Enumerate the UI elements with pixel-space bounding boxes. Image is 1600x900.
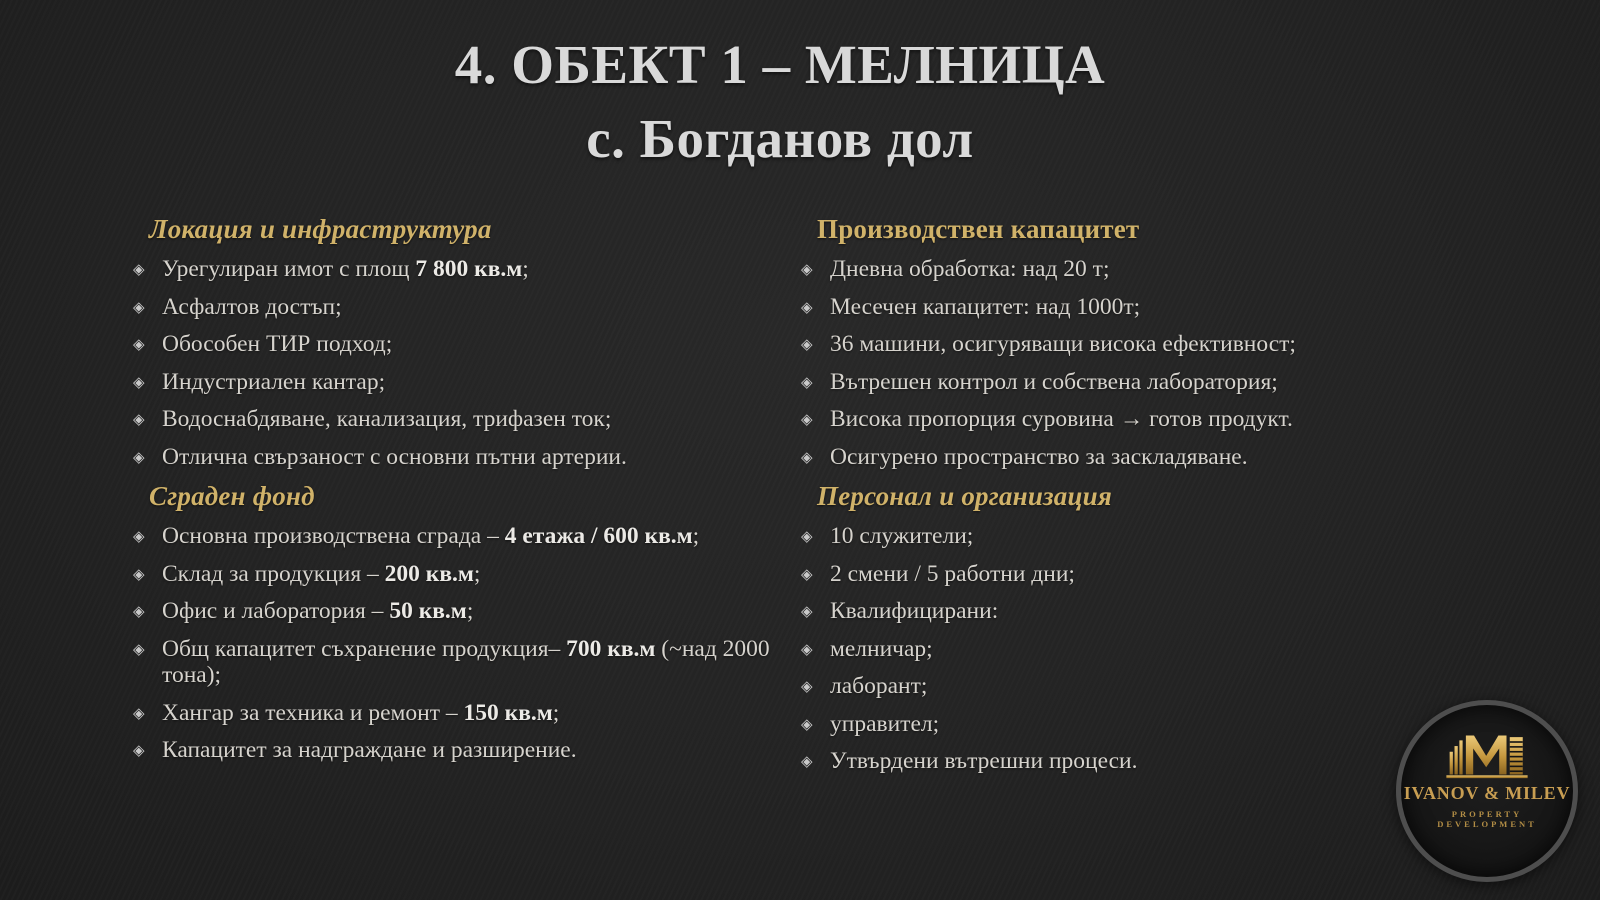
diamond-bullet-icon: ◈ <box>801 527 813 545</box>
diamond-bullet-icon: ◈ <box>801 677 813 695</box>
list-item-text: Обособен ТИР подход; <box>162 331 393 357</box>
diamond-bullet-icon: ◈ <box>801 372 813 391</box>
section-heading: Производствен капацитет <box>817 214 1140 244</box>
diamond-bullet-icon: ◈ <box>801 260 813 278</box>
diamond-bullet-icon: ◈ <box>133 260 145 278</box>
diamond-bullet-icon: ◈ <box>133 447 145 466</box>
diamond-bullet-icon: ◈ <box>133 602 145 620</box>
slide-title-line2: с. Богданов дол <box>586 108 974 169</box>
section-heading: Сграден фонд <box>149 481 315 511</box>
list-item <box>790 748 1480 775</box>
list-item <box>122 636 780 689</box>
list-item <box>122 406 780 433</box>
diamond-bullet-icon: ◈ <box>801 714 813 733</box>
list-item <box>122 700 780 727</box>
diamond-bullet-icon: ◈ <box>801 752 813 770</box>
diamond-bullet-icon: ◈ <box>801 297 813 316</box>
list-item <box>122 598 780 625</box>
list-item <box>790 711 1480 738</box>
slide-title <box>0 28 1560 176</box>
list-item <box>122 331 780 358</box>
list-item <box>122 369 780 396</box>
list-item-text: Капацитет за надграждане и разширение. <box>162 737 577 763</box>
column-left <box>122 214 780 775</box>
company-logo-badge <box>1396 700 1578 882</box>
list-item <box>790 369 1480 396</box>
diamond-bullet-icon: ◈ <box>801 639 813 658</box>
diamond-bullet-icon: ◈ <box>801 447 813 466</box>
diamond-bullet-icon: ◈ <box>801 564 813 583</box>
logo-tagline: PROPERTY DEVELOPMENT <box>1437 809 1537 829</box>
slide-title-line1: 4. ОБЕКТ 1 – МЕЛНИЦА <box>454 34 1106 95</box>
list-item-text: управител; <box>830 710 940 737</box>
list-item-text: Отлична свързаност с основни пътни артерии. <box>162 443 627 470</box>
section <box>122 481 780 764</box>
list-item-text: лаборант; <box>830 673 928 699</box>
diamond-bullet-icon: ◈ <box>133 564 145 583</box>
list-item <box>122 444 780 471</box>
diamond-bullet-icon: ◈ <box>133 372 145 391</box>
bullet-list <box>122 523 780 764</box>
list-item-text: 10 служители; <box>830 523 974 549</box>
list-item <box>790 331 1480 358</box>
diamond-bullet-icon: ◈ <box>133 703 145 722</box>
list-item-text: Водоснабдяване, канализация, трифазен ток; <box>162 406 612 432</box>
list-item <box>790 444 1480 471</box>
section-heading: Локация и инфраструктура <box>149 214 492 244</box>
list-item-text: мелничар; <box>830 635 933 662</box>
list-item-text: Индустриален кантар; <box>162 368 386 395</box>
list-item <box>122 294 780 321</box>
diamond-bullet-icon: ◈ <box>801 335 813 353</box>
list-item <box>790 636 1480 663</box>
list-item-text: Склад за продукция – 200 кв.м; <box>162 560 481 587</box>
diamond-bullet-icon: ◈ <box>133 639 145 658</box>
list-item-text: Общ капацитет съхранение продукция– 700 кв.м (~над 2000 тона); <box>162 635 770 688</box>
list-item <box>790 523 1480 550</box>
list-item-text: Дневна обработка: над 20 т; <box>830 256 1110 282</box>
diamond-bullet-icon: ◈ <box>801 410 813 428</box>
bullet-list <box>790 523 1480 775</box>
diamond-bullet-icon: ◈ <box>133 741 145 759</box>
bullet-list <box>122 256 780 470</box>
list-item-text: 2 смени / 5 работни дни; <box>830 560 1075 587</box>
list-item <box>790 561 1480 588</box>
diamond-bullet-icon: ◈ <box>133 297 145 316</box>
list-item-text: Офис и лаборатория – 50 кв.м; <box>162 598 474 624</box>
list-item <box>790 598 1480 625</box>
list-item <box>122 523 780 550</box>
list-item <box>122 561 780 588</box>
diamond-bullet-icon: ◈ <box>133 527 145 545</box>
diamond-bullet-icon: ◈ <box>801 602 813 620</box>
column-right <box>790 214 1480 786</box>
list-item-text: Хангар за техника и ремонт – 150 кв.м; <box>162 699 560 726</box>
list-item-text: Месечен капацитет: над 1000т; <box>830 293 1141 320</box>
list-item-text: Асфалтов достъп; <box>162 293 342 320</box>
list-item <box>790 256 1480 283</box>
list-item <box>790 673 1480 700</box>
diamond-bullet-icon: ◈ <box>133 410 145 428</box>
list-item <box>790 294 1480 321</box>
section-heading: Персонал и организация <box>817 481 1113 511</box>
list-item-text: Вътрешен контрол и собствена лаборатория; <box>830 368 1278 395</box>
logo-company-name: IVANOV & MILEV <box>1403 783 1571 803</box>
bullet-list <box>790 256 1480 470</box>
list-item-text: Урегулиран имот с площ 7 800 кв.м; <box>162 256 529 282</box>
section <box>122 214 780 470</box>
list-item-text: Основна производствена сграда – 4 етажа / 600 кв.м; <box>162 523 700 549</box>
list-item-text: Осигурено пространство за заскладяване. <box>830 443 1248 470</box>
list-item <box>790 406 1480 433</box>
list-item-text: Висока пропорция суровина → готов продукт. <box>830 406 1293 432</box>
list-item <box>122 256 780 283</box>
list-item-text: 36 машини, осигуряващи висока ефективност; <box>830 331 1296 357</box>
section <box>790 481 1480 775</box>
diamond-bullet-icon: ◈ <box>133 335 145 353</box>
building-monogram-icon <box>1438 729 1536 781</box>
section <box>790 214 1480 470</box>
content-columns <box>122 214 1550 786</box>
list-item <box>122 737 780 764</box>
list-item-text: Утвърдени вътрешни процеси. <box>830 748 1138 774</box>
list-item-text: Квалифицирани: <box>830 598 999 624</box>
